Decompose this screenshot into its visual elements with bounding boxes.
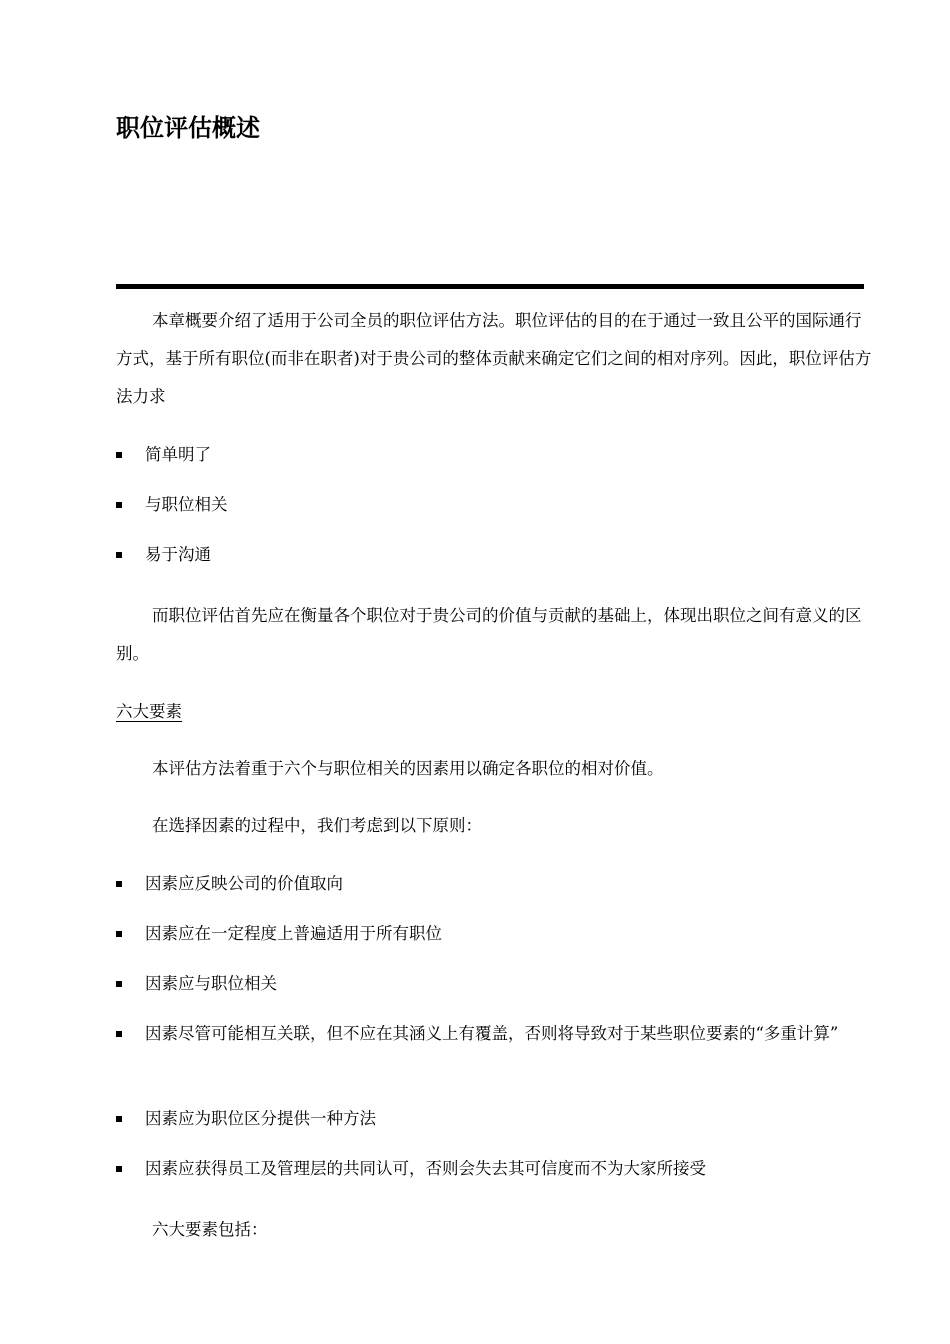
square-bullet-icon	[116, 881, 122, 887]
list-item-aim	[116, 536, 876, 574]
list-item-text: 简单明了	[145, 445, 211, 464]
section-paragraph: 在选择因素的过程中，我们考虑到以下原则：	[152, 816, 482, 835]
list-item-text: 易于沟通	[145, 545, 211, 564]
square-bullet-icon	[116, 1166, 122, 1172]
square-bullet-icon	[116, 502, 122, 508]
list-item-text: 因素应获得员工及管理层的共同认可，否则会失去其可信度而不为大家所接受	[145, 1159, 706, 1178]
aims-followup-paragraph: 而职位评估首先应在衡量各个职位对于贵公司的价值与贡献的基础上，体现出职位之间有意义的区别。	[116, 606, 862, 663]
intro-paragraph: 本章概要介绍了适用于公司全员的职位评估方法。职位评估的目的在于通过一致且公平的国际通行方式，基于所有职位(而非在职者)对于贵公司的整体贡献来确定它们之间的相对序列。因此，职位评估方法力求	[116, 311, 872, 406]
list-item-principle	[116, 1150, 876, 1188]
list-item-principle	[116, 1100, 876, 1138]
list-item-principle	[116, 865, 876, 903]
section-closing-paragraph: 六大要素包括：	[152, 1220, 268, 1239]
page-title: 职位评估概述	[116, 114, 260, 142]
square-bullet-icon	[116, 552, 122, 558]
list-item-principle	[116, 915, 876, 953]
list-item-text: 因素应反映公司的价值取向	[145, 874, 343, 893]
list-item-principle	[116, 965, 876, 1003]
list-item-principle	[116, 1015, 876, 1053]
list-item-text: 与职位相关	[145, 495, 228, 514]
list-item-text: 因素应为职位区分提供一种方法	[145, 1109, 376, 1128]
list-item-text: 因素应与职位相关	[145, 974, 277, 993]
square-bullet-icon	[116, 981, 122, 987]
list-item-text: 因素尽管可能相互关联，但不应在其涵义上有覆盖，否则将导致对于某些职位要素的“多重计算”	[145, 1024, 839, 1043]
list-item-aim	[116, 436, 876, 474]
square-bullet-icon	[116, 452, 122, 458]
list-item-text: 因素应在一定程度上普遍适用于所有职位	[145, 924, 442, 943]
title-divider	[116, 284, 864, 289]
list-item-aim	[116, 486, 876, 524]
section-paragraph: 本评估方法着重于六个与职位相关的因素用以确定各职位的相对价值。	[152, 759, 664, 778]
square-bullet-icon	[116, 1116, 122, 1122]
section-heading: 六大要素	[116, 702, 182, 721]
square-bullet-icon	[116, 931, 122, 937]
square-bullet-icon	[116, 1031, 122, 1037]
